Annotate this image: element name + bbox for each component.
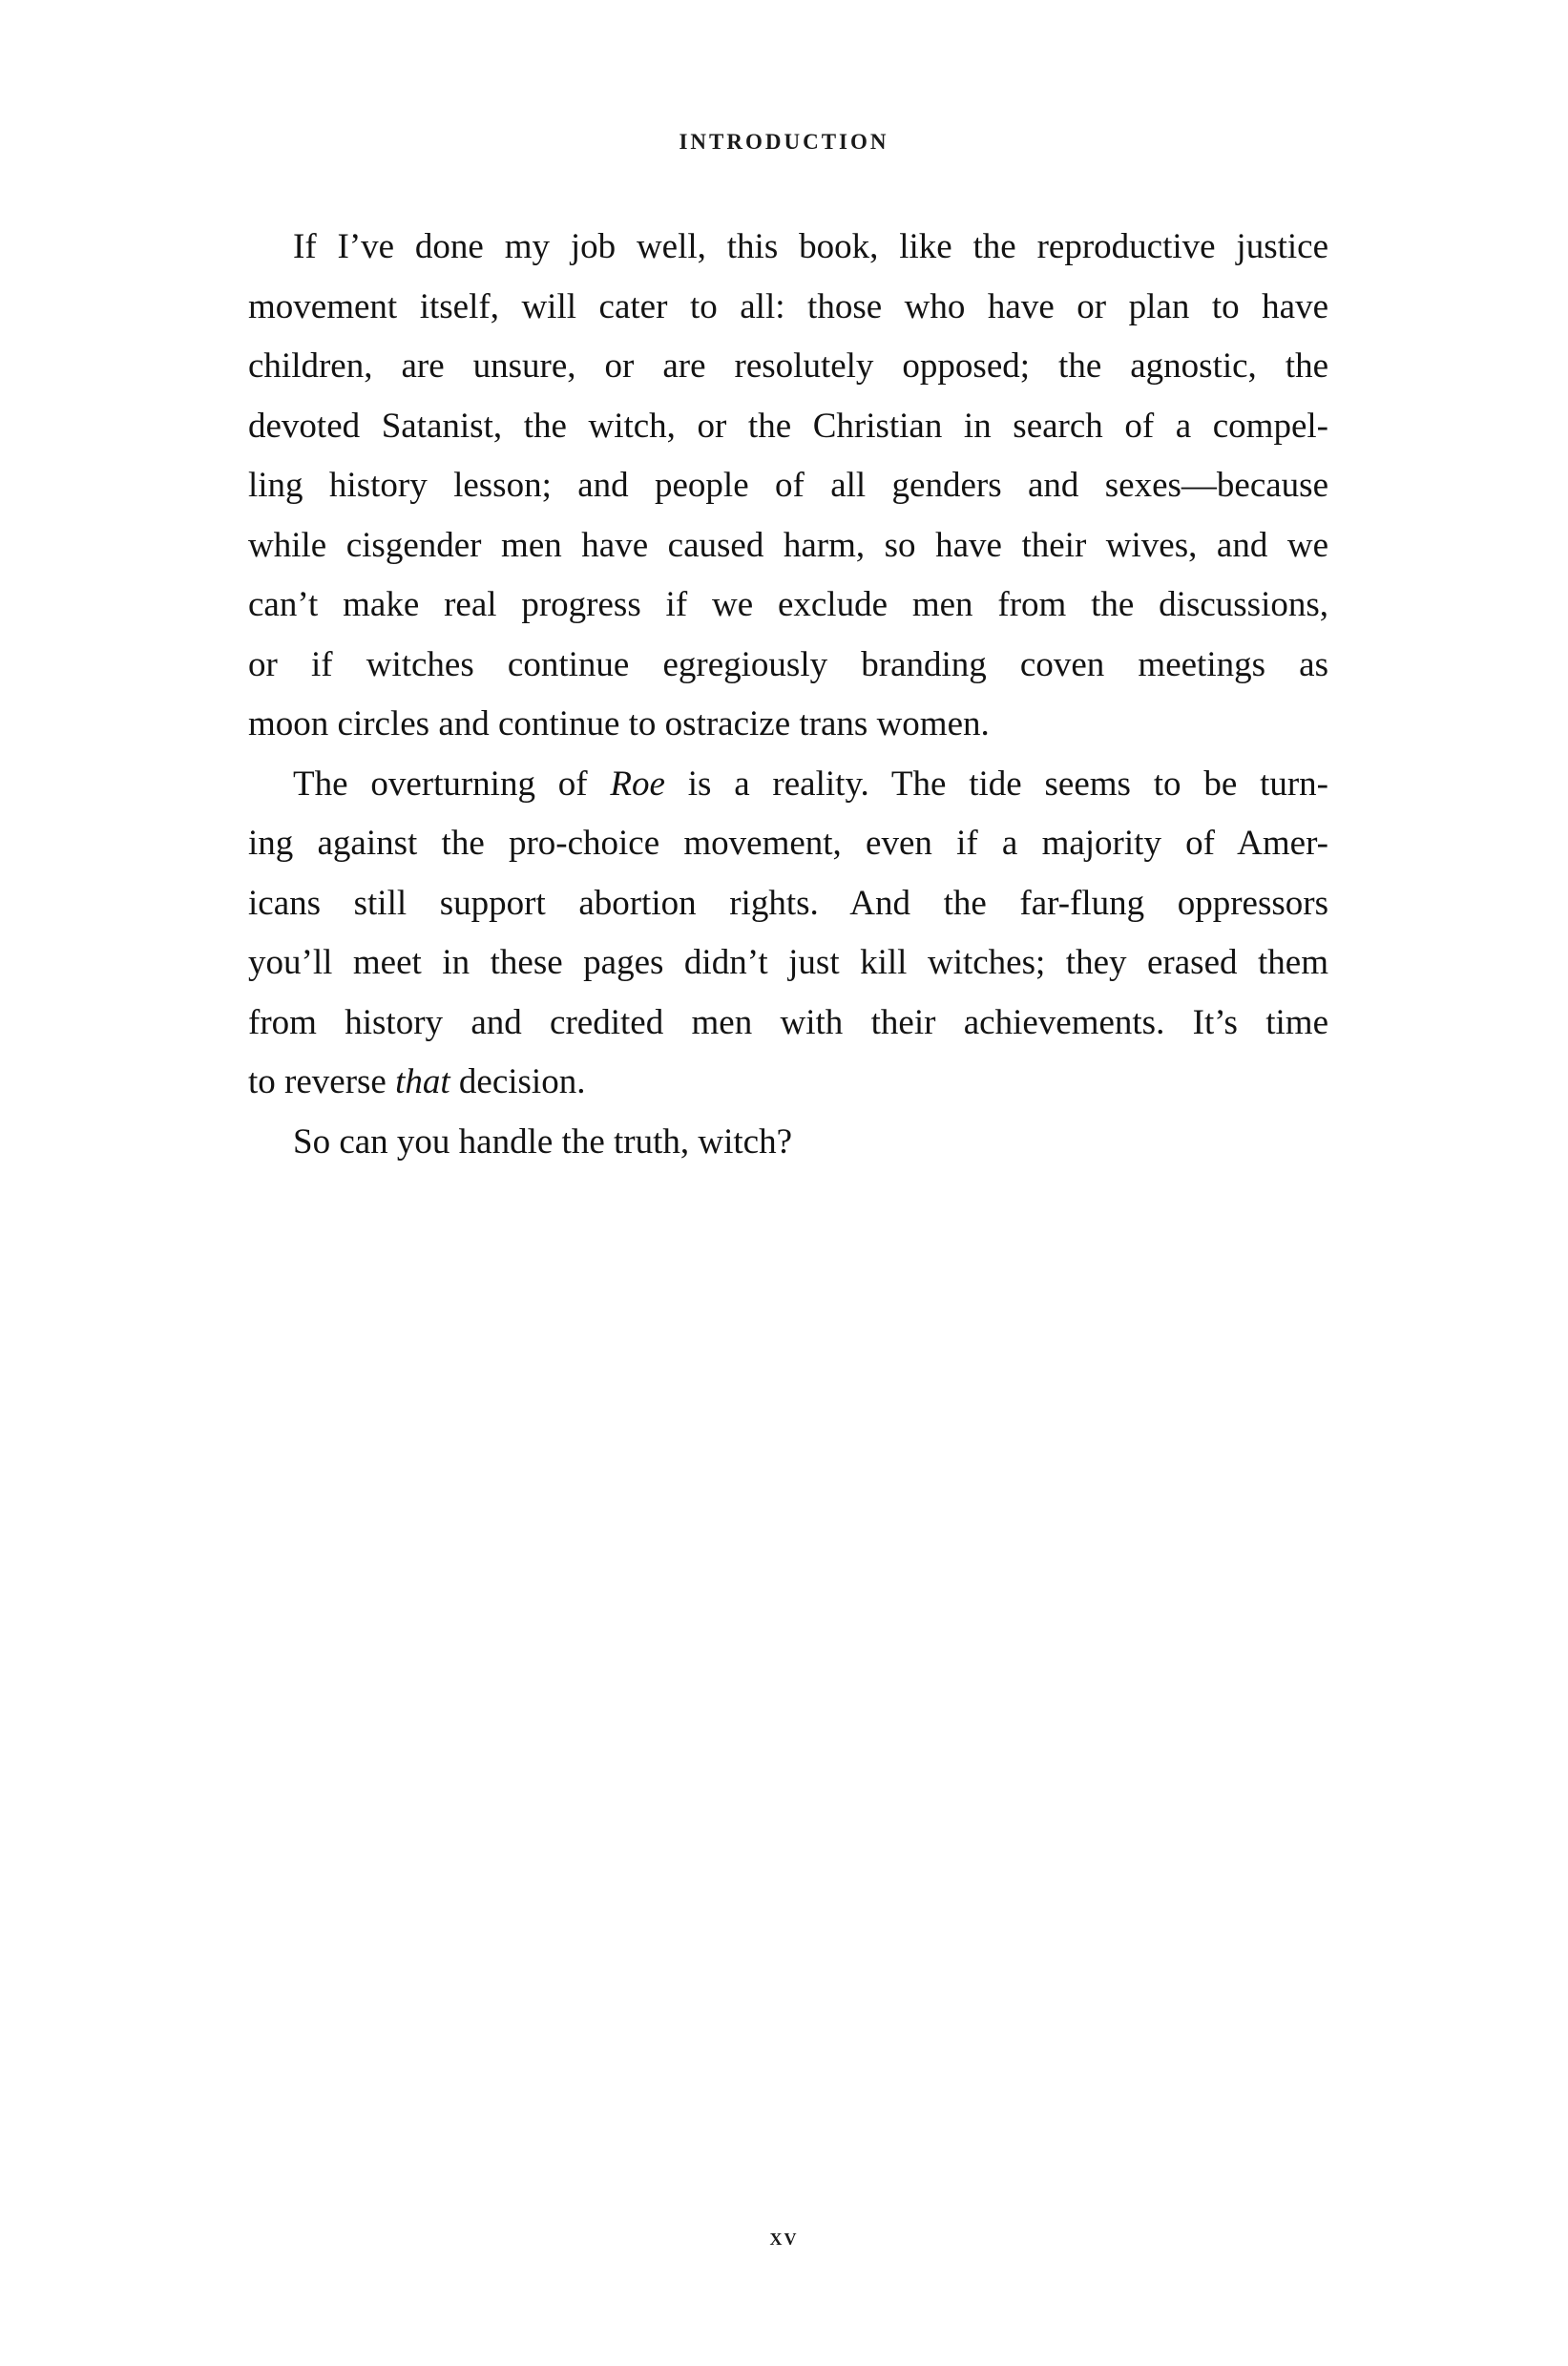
text-run: children, are unsure, or are resolutely opposed; the agnostic, the bbox=[248, 346, 1328, 386]
text-line bbox=[248, 218, 1328, 278]
text-run: is a reality. The tide seems to be turn- bbox=[664, 764, 1328, 804]
italic-text-run: that bbox=[395, 1062, 450, 1101]
text-line bbox=[248, 397, 1328, 457]
text-line bbox=[248, 576, 1328, 636]
text-run: devoted Satanist, the witch, or the Christian in search of a compel- bbox=[248, 406, 1328, 446]
text-run: while cisgender men have caused harm, so have their wives, and we bbox=[248, 525, 1328, 565]
text-line bbox=[248, 337, 1328, 397]
text-run: to reverse bbox=[248, 1062, 396, 1101]
text-line bbox=[248, 933, 1328, 994]
text-run: ing against the pro-choice movement, even if a majority of Amer- bbox=[248, 824, 1328, 863]
text-run: If I’ve done my job well, this book, like the reproductive justice bbox=[293, 227, 1328, 266]
text-line bbox=[248, 1113, 1328, 1173]
text-run: The overturning of bbox=[293, 764, 611, 804]
text-run: moon circles and continue to ostracize trans women. bbox=[248, 704, 990, 743]
body-text bbox=[248, 218, 1328, 1172]
text-line bbox=[248, 874, 1328, 934]
text-line bbox=[248, 695, 1328, 755]
text-line bbox=[248, 278, 1328, 338]
text-line bbox=[248, 1053, 1328, 1113]
text-run: from history and credited men with their achievements. It’s time bbox=[248, 1002, 1328, 1042]
chapter-running-head: INTRODUCTION bbox=[679, 130, 889, 154]
italic-text-run: Roe bbox=[610, 764, 665, 804]
text-line bbox=[248, 456, 1328, 516]
text-run: ling history lesson; and people of all genders and sexes—because bbox=[248, 466, 1328, 505]
text-run: icans still support abortion rights. And the far-flung oppressors bbox=[248, 883, 1328, 923]
text-line bbox=[248, 636, 1328, 696]
text-run: decision. bbox=[449, 1062, 586, 1101]
text-run: movement itself, will cater to all: those who have or plan to have bbox=[248, 286, 1328, 326]
text-line bbox=[248, 814, 1328, 874]
text-line bbox=[248, 516, 1328, 576]
text-run: or if witches continue egregiously branding coven meetings as bbox=[248, 644, 1328, 684]
text-run: you’ll meet in these pages didn’t just kill witches; they erased them bbox=[248, 943, 1328, 982]
text-run: can’t make real progress if we exclude men from the discussions, bbox=[248, 585, 1328, 624]
text-run: So can you handle the truth, witch? bbox=[293, 1121, 793, 1162]
text-line bbox=[248, 994, 1328, 1054]
page-number: XV bbox=[769, 2230, 799, 2249]
text-line bbox=[248, 755, 1328, 815]
